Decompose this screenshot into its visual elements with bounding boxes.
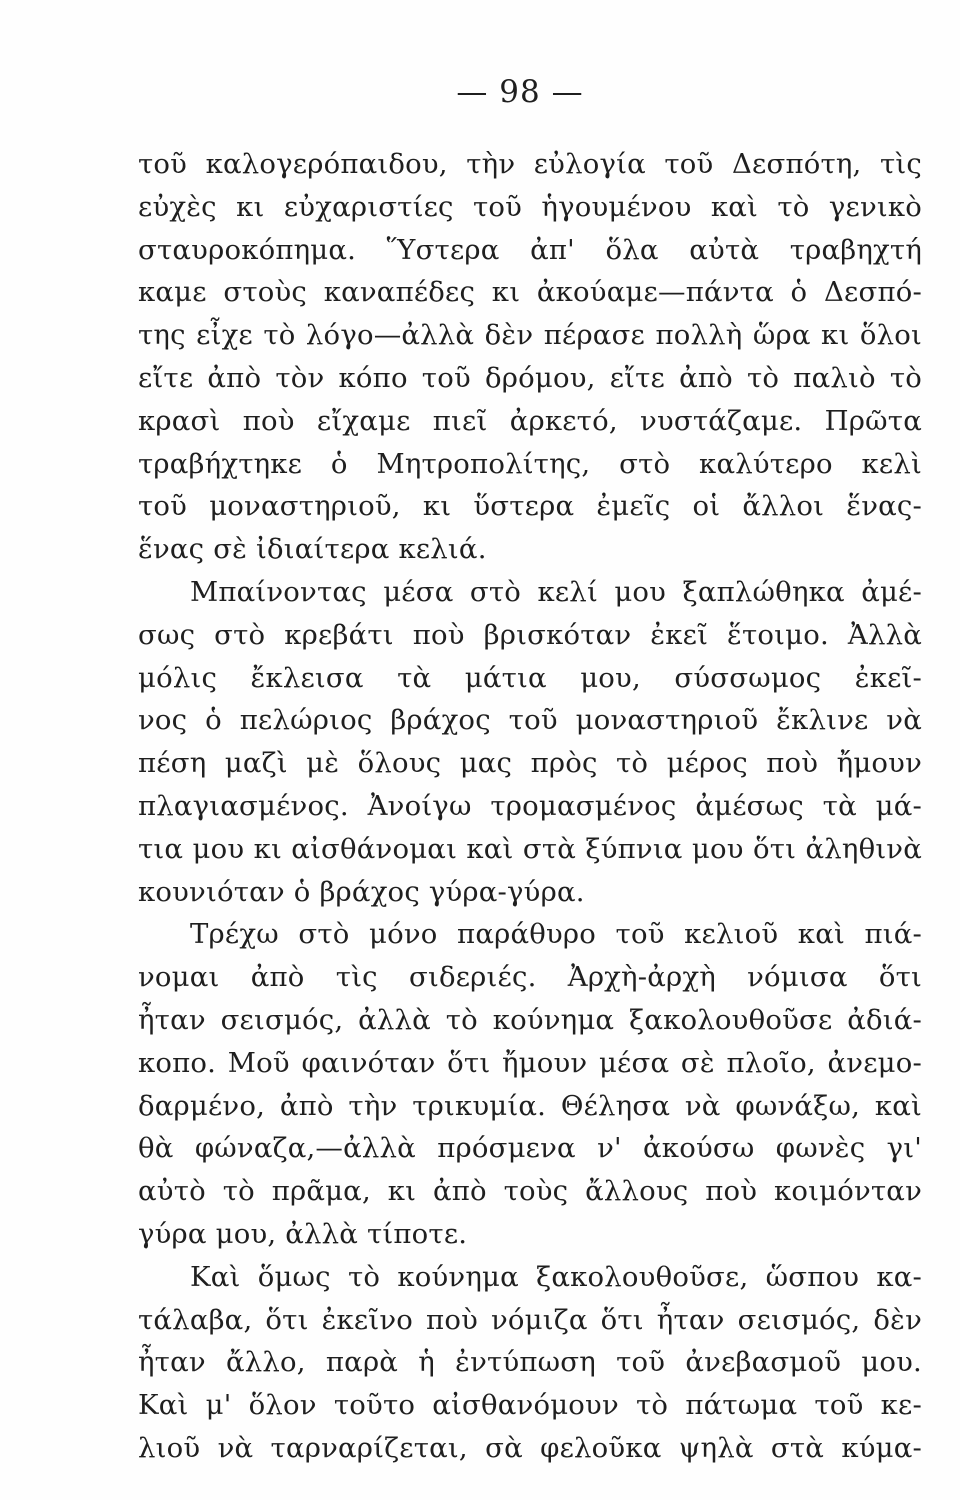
paragraph-first-line: Καὶ ὅμως τὸ κούνημα ξακολουθοῦσε, ὥσπου κα-	[190, 1260, 922, 1293]
text-line: κουνιόταν ὁ βράχος γύρα-γύρα.	[138, 875, 585, 908]
paragraph-first-line: Μπαίνοντας μέσα στὸ κελί μου ξαπλώθηκα ἀμέ-	[190, 575, 922, 608]
text-line: εἴτε ἀπὸ τὸν κόπο τοῦ δρόμου, εἴτε ἀπὸ τὸ παλιὸ τὸ	[138, 361, 922, 394]
text-line: λιοῦ νὰ ταρναρίζεται, σὰ φελοῦκα ψηλὰ στὰ κύμα-	[138, 1431, 922, 1464]
text-line: εὐχὲς κι εὐχαριστίες τοῦ ἡγουμένου καὶ τὸ γενικὸ	[138, 190, 922, 223]
text-line: πέση μαζὶ μὲ ὅλους μας πρὸς τὸ μέρος ποὺ ἤμουν	[138, 747, 922, 780]
text-line: σως στὸ κρεβάτι ποὺ βρισκόταν ἐκεῖ ἕτοιμο. Ἀλλὰ	[138, 618, 922, 651]
text-line: ἦταν ἄλλο, παρὰ ἡ ἐντύπωση τοῦ ἀνεβασμοῦ μου.	[138, 1346, 922, 1379]
paragraph-first-line: Τρέχω στὸ μόνο παράθυρο τοῦ κελιοῦ καὶ πιά-	[190, 918, 922, 951]
text-line: τια μου κι αἰσθάνομαι καὶ στὰ ξύπνια μου ὅτι ἀληθινὰ	[138, 832, 922, 865]
text-line: τοῦ μοναστηριοῦ, κι ὕστερα ἐμεῖς οἱ ἄλλοι ἕνας-	[138, 490, 922, 523]
text-line: καμε στοὺς καναπέδες κι ἀκούαμε—πάντα ὁ Δεσπό-	[138, 276, 922, 309]
text-line: τάλαβα, ὅτι ἐκεῖνο ποὺ νόμιζα ὅτι ἦταν σεισμός, δὲν	[138, 1303, 922, 1336]
text-line: κοπο. Μοῦ φαινόταν ὅτι ἤμουν μέσα σὲ πλοῖο, ἀνεμο-	[138, 1046, 922, 1079]
text-line: μόλις ἔκλεισα τὰ μάτια μου, σύσσωμος ἐκεῖ-	[138, 661, 922, 694]
text-line: θὰ φώναζα,—ἀλλὰ πρόσμενα ν' ἀκούσω φωνὲς γι'	[138, 1132, 922, 1165]
text-line: ἕνας σὲ ἰδιαίτερα κελιά.	[138, 533, 487, 566]
text-line: τραβήχτηκε ὁ Μητροπολίτης, στὸ καλύτερο κελὶ	[138, 447, 922, 480]
text-line: κρασὶ ποὺ εἴχαμε πιεῖ ἀρκετό, νυστάζαμε. Πρῶτα	[138, 404, 922, 437]
text-line: ἦταν σεισμός, ἀλλὰ τὸ κούνημα ξακολουθοῦσε ἀδιά-	[138, 1003, 922, 1036]
text-line: γύρα μου, ἀλλὰ τίποτε.	[138, 1217, 468, 1250]
text-line: σταυροκόπημα. Ὕστερα ἀπ' ὅλα αὐτὰ τραβηχτή	[138, 233, 922, 266]
text-line: νομαι ἀπὸ τὶς σιδεριές. Ἀρχὴ-ἀρχὴ νόμισα ὅτι	[138, 961, 922, 994]
text-line: δαρμένο, ἀπὸ τὴν τρικυμία. Θέλησα νὰ φωνάξω, καὶ	[138, 1089, 922, 1122]
page-number: — 98 —	[456, 74, 584, 110]
body-text	[138, 143, 922, 1470]
text-line: της εἶχε τὸ λόγο—ἀλλὰ δὲν πέρασε πολλὴ ὥρα κι ὅλοι	[138, 319, 922, 352]
text-line: Καὶ μ' ὅλον τοῦτο αἰσθανόμουν τὸ πάτωμα τοῦ κε-	[138, 1389, 922, 1422]
text-line: τοῦ καλογερόπαιδου, τὴν εὐλογία τοῦ Δεσπότη, τὶς	[138, 148, 922, 180]
text-line: νος ὁ πελώριος βράχος τοῦ μοναστηριοῦ ἔκλινε νὰ	[138, 704, 922, 737]
text-line: αὐτὸ τὸ πρᾶμα, κι ἀπὸ τοὺς ἄλλους ποὺ κοιμόνταν	[138, 1175, 922, 1208]
text-line: πλαγιασμένος. Ἀνοίγω τρομασμένος ἀμέσως τὰ μά-	[138, 789, 922, 822]
